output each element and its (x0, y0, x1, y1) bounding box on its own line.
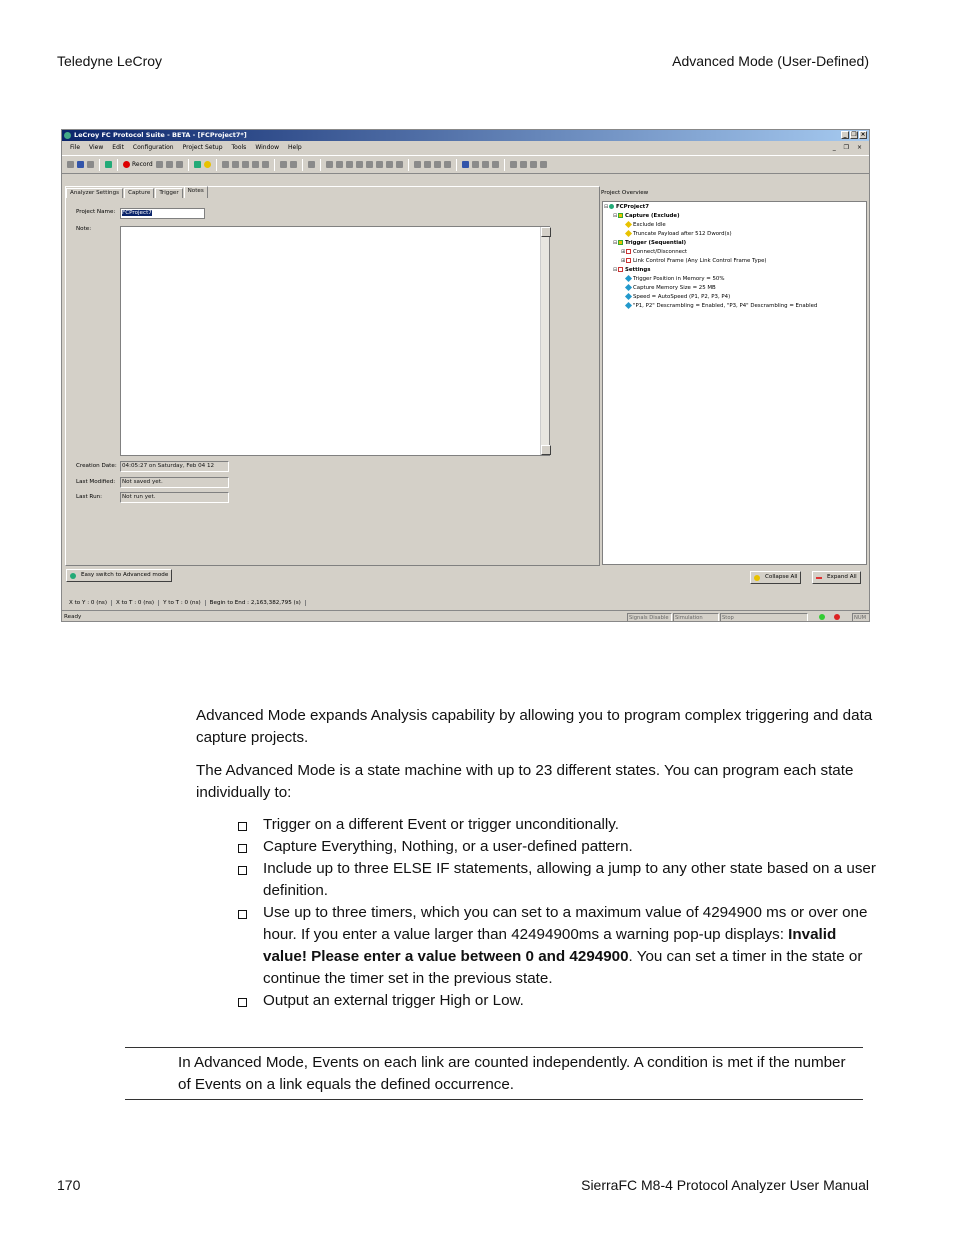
y-to-t: Y to T : 0 (ns) (159, 600, 206, 606)
app-icon (64, 132, 71, 139)
project-tree (604, 203, 817, 311)
save-icon[interactable] (77, 161, 84, 168)
pause-icon[interactable] (156, 161, 163, 168)
toolbar-separator (320, 159, 321, 171)
list-item: Include up to three ELSE IF statements, allowing a jump to any other state based on a user definition. (237, 858, 877, 902)
setting-icon (625, 293, 632, 300)
running-header-left: Teledyne LeCroy (57, 53, 163, 69)
settings-tabs (66, 188, 209, 198)
close-button[interactable]: × (860, 131, 866, 138)
menu-view[interactable]: View (89, 144, 104, 151)
new-icon[interactable] (67, 161, 74, 168)
overview-title: Project Overview (601, 190, 649, 196)
last-modified-label: Last Modified: (76, 479, 116, 485)
bookmark-icon[interactable] (308, 161, 315, 168)
easy-switch-button[interactable]: Easy switch to Advanced mode (66, 569, 172, 582)
grid-icon[interactable] (366, 161, 373, 168)
filter-icon[interactable] (204, 161, 211, 168)
app-screenshot (61, 129, 870, 622)
tree-leaf[interactable]: "P1, P2" Descrambling = Enabled, "P3, P4" Descrambling = Enabled (604, 302, 817, 311)
toolbar-separator (188, 159, 189, 171)
toolbar-separator (274, 159, 275, 171)
manual-title: SierraFC M8-4 Protocol Analyzer User Manual (581, 1177, 869, 1193)
report-icon[interactable] (482, 161, 489, 168)
grid-icon[interactable] (346, 161, 353, 168)
note-textarea[interactable] (120, 226, 550, 456)
record-label: Record (132, 161, 153, 168)
report-icon[interactable] (492, 161, 499, 168)
expand-icon[interactable]: ⊞ (621, 258, 626, 264)
tree-leaf[interactable]: Capture Memory Size = 25 MB (604, 284, 817, 293)
upload-icon[interactable] (176, 161, 183, 168)
tree-leaf[interactable]: ⊞ Connect/Disconnect (621, 249, 688, 255)
check-icon (625, 221, 632, 228)
collapse-icon[interactable]: ⊟ (613, 240, 618, 246)
port-icon[interactable] (540, 161, 547, 168)
menu-bar (62, 142, 869, 154)
report-icon[interactable] (472, 161, 479, 168)
tree-node-capture[interactable]: ⊟ Capture (Exclude) (613, 213, 680, 219)
event-icon (626, 249, 631, 254)
creation-date-field: 04:05:27 on Saturday, Feb 04 12 (120, 461, 229, 472)
timer-text: Use up to three timers, which you can set to a maximum value of 4294900 ms or over one hour. If you enter a value larger than 42494900ms a warning pop-up displays: (263, 904, 868, 943)
trigger-icon (618, 240, 623, 245)
status-simulation: Simulation (673, 613, 719, 622)
trigger-icon[interactable] (194, 161, 201, 168)
port-icon[interactable] (520, 161, 527, 168)
expand-icon (816, 577, 822, 579)
port-icon[interactable] (530, 161, 537, 168)
filter-funnel-icon[interactable] (232, 161, 239, 168)
timer-text-end: . You can set a timer in the state or continue the timer set in the previous state. (263, 948, 863, 987)
setting-icon (625, 284, 632, 291)
expand-icon[interactable]: ⊞ (621, 249, 626, 255)
note-box (125, 1047, 863, 1100)
minimize-button[interactable]: _ (841, 131, 849, 139)
menu-edit[interactable]: Edit (112, 144, 124, 151)
collapse-icon[interactable]: ⊟ (604, 204, 609, 210)
tab-analyzer-settings[interactable]: Analyzer Settings (66, 188, 123, 198)
note-label: Note: (76, 226, 92, 232)
capture-icon (618, 213, 623, 218)
analyzer-icon[interactable] (105, 161, 112, 168)
expand-icon[interactable] (290, 161, 297, 168)
event-icon (626, 258, 631, 263)
toolbar-separator (504, 159, 505, 171)
tree-root[interactable]: ⊟ FCProject7 (604, 204, 649, 210)
tab-capture[interactable]: Capture (124, 188, 154, 198)
status-signals: Signals Disable (627, 613, 672, 622)
toolbar-separator (302, 159, 303, 171)
x-to-t: X to T : 0 (ns) (112, 600, 159, 606)
print-icon[interactable] (87, 161, 94, 168)
menu-window[interactable]: Window (255, 144, 279, 151)
toolbar (62, 155, 869, 174)
check-icon (625, 230, 632, 237)
grid-icon[interactable] (396, 161, 403, 168)
status-ready: Ready (64, 614, 82, 620)
status-error-icon (834, 614, 840, 620)
note-text: In Advanced Mode, Events on each link are counted independently. A condition is met if the number of Events on a link equals the defined occurrence. (178, 1054, 846, 1093)
grid-icon[interactable] (336, 161, 343, 168)
find-icon[interactable] (222, 161, 229, 168)
toolbar-separator (117, 159, 118, 171)
zoom-icon[interactable] (414, 161, 421, 168)
status-num: NUM (852, 613, 870, 622)
project-name-label: Project Name: (76, 209, 116, 215)
collapse-icon (754, 575, 760, 581)
settings-icon (618, 267, 623, 272)
zoom-icon[interactable] (444, 161, 451, 168)
list-item: Trigger on a different Event or trigger unconditionally. (237, 814, 877, 836)
project-icon (609, 204, 614, 209)
window-controls (841, 131, 867, 139)
tree-leaf[interactable]: Truncate Payload after 512 Dword(s) (604, 230, 817, 239)
grid-icon[interactable] (376, 161, 383, 168)
status-ok-icon (819, 614, 825, 620)
collapse-icon[interactable]: ⊟ (613, 267, 618, 273)
collapse-all-button[interactable]: Collapse All (750, 571, 801, 584)
toolbar-separator (216, 159, 217, 171)
add-icon[interactable] (280, 161, 287, 168)
tab-trigger[interactable]: Trigger (155, 188, 182, 198)
expand-all-button[interactable]: Expand All (812, 571, 861, 584)
hide-icon[interactable] (252, 161, 259, 168)
menu-configuration[interactable]: Configuration (132, 144, 174, 151)
project-name-value: FCProject7 (122, 210, 152, 216)
tree-leaf[interactable]: Speed = AutoSpeed (P1, P2, P3, P4) (604, 293, 817, 302)
window-titlebar (62, 130, 869, 141)
tree-node-trigger[interactable]: ⊟ Trigger (Sequential) (613, 240, 687, 246)
setting-icon (625, 302, 632, 309)
port-icon[interactable] (510, 161, 517, 168)
capability-list (237, 814, 877, 1012)
menu-project-setup[interactable]: Project Setup (182, 144, 223, 151)
record-button[interactable] (123, 161, 153, 168)
last-modified-field: Not saved yet. (120, 477, 229, 488)
menu-tools[interactable]: Tools (231, 144, 247, 151)
record-icon (123, 161, 130, 168)
menu-help[interactable]: Help (287, 144, 302, 151)
grid-icon[interactable] (386, 161, 393, 168)
window-title: LeCroy FC Protocol Suite - BETA - [FCProject7*] (74, 131, 247, 139)
analyzer-icon (70, 573, 76, 579)
toolbar-separator (99, 159, 100, 171)
toolbar-separator (456, 159, 457, 171)
note-scrollbar[interactable] (540, 227, 549, 455)
setting-icon (625, 275, 632, 282)
status-bar (62, 610, 869, 622)
zoom-icon[interactable] (434, 161, 441, 168)
maximize-button[interactable]: ❐ (851, 131, 857, 138)
project-name-input[interactable] (120, 208, 205, 219)
grid-icon[interactable] (326, 161, 333, 168)
creation-date-label: Creation Date: (76, 463, 117, 469)
tab-notes[interactable]: Notes (184, 186, 208, 198)
intro-paragraph: Advanced Mode expands Analysis capability by allowing you to program complex triggering and data capture projects. (196, 707, 873, 746)
list-item (237, 902, 877, 990)
last-run-field: Not run yet. (120, 492, 229, 503)
hide-icon[interactable] (262, 161, 269, 168)
last-run-label: Last Run: (76, 494, 103, 500)
list-item: Capture Everything, Nothing, or a user-defined pattern. (237, 836, 877, 858)
stop-icon[interactable] (166, 161, 173, 168)
filter-funnel-icon[interactable] (242, 161, 249, 168)
tree-leaf[interactable]: Exclude Idle (604, 221, 817, 230)
running-header-right: Advanced Mode (User-Defined) (672, 53, 869, 69)
x-to-y: X to Y : 0 (ns) (65, 600, 112, 606)
tree-leaf[interactable]: ⊞ Link Control Frame (Any Link Control Frame Type) (621, 258, 767, 264)
color-icon[interactable] (462, 161, 469, 168)
zoom-icon[interactable] (424, 161, 431, 168)
warning-message: Invalid value! Please enter a value between 0 and 4294900 (263, 926, 837, 965)
page-number: 170 (57, 1177, 81, 1193)
toolbar-separator (408, 159, 409, 171)
grid-icon[interactable] (356, 161, 363, 168)
menu-file[interactable]: File (70, 144, 81, 151)
collapse-icon[interactable]: ⊟ (613, 213, 618, 219)
tree-node-settings[interactable]: ⊟ Settings (613, 267, 651, 273)
tree-leaf[interactable]: Trigger Position in Memory = 50% (604, 275, 817, 284)
cursor-status-line (62, 596, 869, 609)
begin-to-end: Begin to End : 2,163,382,795 (s) (206, 600, 306, 606)
status-stop: Stop (720, 613, 808, 622)
list-item: Output an external trigger High or Low. (237, 990, 877, 1012)
state-machine-paragraph: The Advanced Mode is a state machine with up to 23 different states. You can program each state individually to: (196, 762, 854, 801)
mdi-controls[interactable]: _ ❐ × (832, 144, 865, 151)
